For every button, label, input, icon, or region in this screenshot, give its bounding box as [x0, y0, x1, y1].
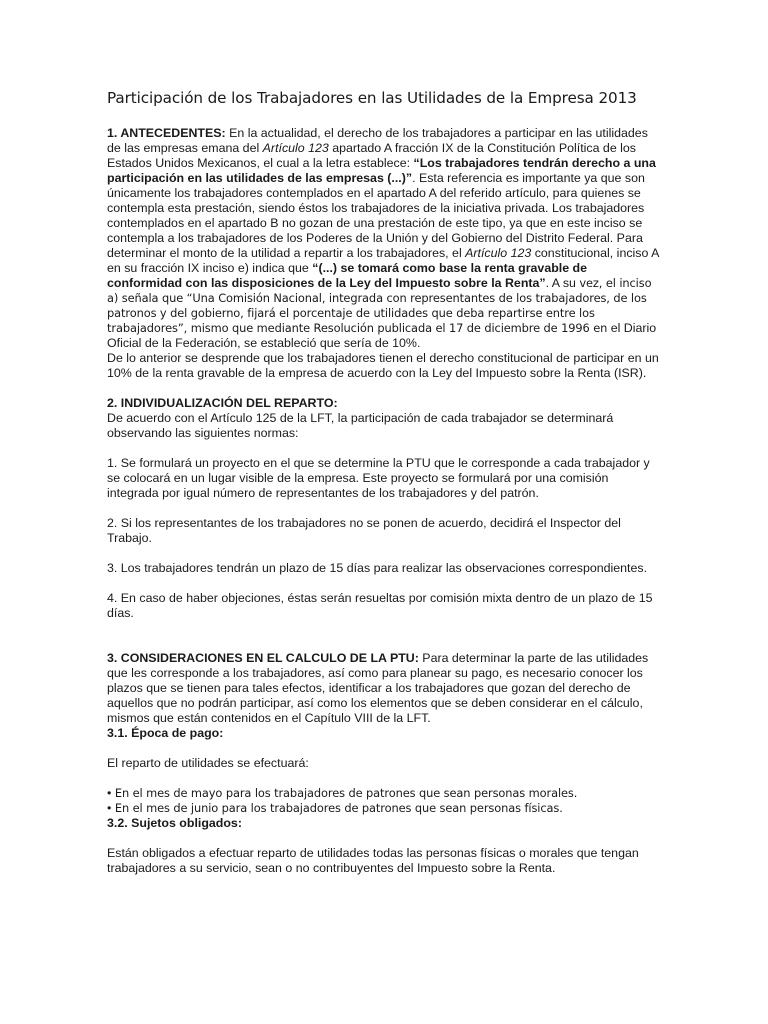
subsection-3-2-text: Están obligados a efectuar reparto de utilidades todas las personas físicas o morales que tengan trabajadores a su servicio, sean o no contribuyentes del Impuesto sobre la Renta.: [107, 846, 639, 875]
spacer: [107, 741, 663, 756]
spacer: [107, 441, 663, 456]
spacer: [107, 621, 663, 651]
bullet-text: En el mes de mayo para los trabajadores de patrones que sean personas morales.: [111, 786, 578, 800]
bullet-item: [107, 801, 663, 816]
section-1-heading: 1. ANTECEDENTES:: [107, 126, 226, 140]
section-1-paragraph: [107, 126, 663, 351]
text-run: apartado A fracción IX de la Constitución Política de los Estados Unidos Mexicanos, el cual a la letra establece:: [107, 141, 636, 170]
bullet-item: [107, 786, 663, 801]
section-2-heading: 2. INDIVIDUALIZACIÓN DEL REPARTO:: [107, 396, 338, 410]
text-run: . A su: [545, 276, 580, 290]
list-item: 1. Se formulará un proyecto en el que se determine la PTU que le corresponde a cada trabajador y se colocará en un lugar visible de la empresa. Este proyecto se formulará por una comisión integrada por igual número de representantes de los trabajadores y del patrón.: [107, 456, 650, 500]
bullet-icon: •: [107, 786, 112, 800]
spacer: [107, 501, 663, 516]
bullet-icon: •: [107, 801, 112, 815]
section-2-intro: De acuerdo con el Artículo 125 de la LFT, la participación de cada trabajador se determinará observando las siguientes normas:: [107, 411, 614, 440]
text-run: constitucional, inciso A en su fracción IX inciso e) indica que: [107, 246, 659, 275]
document-page: [107, 88, 663, 876]
bullet-text: En el mes de junio para los trabajadores de patrones que sean personas físicas.: [111, 801, 563, 815]
subsection-3-2-heading: 3.2. Sujetos obligados:: [107, 816, 242, 830]
text-run: . Esta referencia es importante ya que son únicamente los trabajadores contemplados en el apartado A del referido artículo, para quienes se contempla esta prestación, siendo éstos los trabajadores de la iniciativa privada. Los trabajadores contemplados en el apartado B no gozan de una prestación de este tipo, ya que en este inciso se contempla a los trabajadores de los Poderes de la Unión y del Gobierno del Distrito Federal. Para determinar el monto de la utilidad a repartir a los trabajadores, el: [107, 171, 645, 260]
list-item: 4. En caso de haber objeciones, éstas serán resueltas por comisión mixta dentro de un plazo de 15 días.: [107, 591, 653, 620]
list-item: 3. Los trabajadores tendrán un plazo de 15 días para realizar las observaciones correspondientes.: [107, 561, 648, 575]
spacer: [107, 546, 663, 561]
text-run: el Diario Oficial de la Federación, se estableció que sería de 10%.: [107, 321, 657, 350]
list-item: 2. Si los representantes de los trabajadores no se ponen de acuerdo, decidirá el Inspector del Trabajo.: [107, 516, 621, 545]
text-run: En la actualidad, el derecho de los trabajadores a participar en las utilidades de las empresas emana del: [107, 126, 648, 155]
spacer: [107, 576, 663, 591]
section-1-conclusion: De lo anterior se desprende que los trabajadores tienen el derecho constitucional de participar en un 10% de la renta gravable de la empresa de acuerdo con la Ley del Impuesto sobre la Renta (ISR).: [107, 351, 659, 380]
spacer: [107, 831, 663, 846]
spacer: [107, 381, 663, 396]
text-run: vez, el inciso a) señala que “Una Comisión Nacional, integrada con representantes de los trabajadores, de los patronos y del gobierno, fijará el porcentaje de utilidades que deba repartirse entre los trabajadores”, mismo que mediante Resolución publicada el 17 de diciembre de 1996 en: [107, 276, 652, 335]
subsection-3-1-intro: El reparto de utilidades se efectuará:: [107, 756, 309, 770]
subsection-3-1-heading: 3.1. Época de pago:: [107, 726, 224, 740]
document-title: Participación de los Trabajadores en las Utilidades de la Empresa 2013: [107, 89, 637, 107]
section-3-paragraph: [107, 651, 663, 726]
spacer: [107, 771, 663, 786]
article-reference: Artículo 123: [465, 246, 532, 260]
renta-quote: “(...) se tomará como base la renta gravable de conformidad con las disposiciones de la Ley del Impuesto sobre la Renta”: [107, 261, 588, 290]
section-3-heading: 3. CONSIDERACIONES EN EL CALCULO DE LA PTU:: [107, 651, 419, 665]
constitution-quote: “Los trabajadores tendrán derecho a una participación en las utilidades de las empresas (...)”: [107, 156, 656, 185]
text-run: Para determinar la parte de las utilidades que les corresponde a los trabajadores, así como para planear su pago, es necesario conocer los plazos que se tienen para tales efectos, identificar a los trabajadores que gozan del derecho de aquellos que no podrán participar, así como los elementos que se deben considerar en el cálculo, mismos que están contenidos en el Capítulo VIII de la LFT.: [107, 651, 649, 725]
article-reference: Artículo 123: [262, 141, 329, 155]
